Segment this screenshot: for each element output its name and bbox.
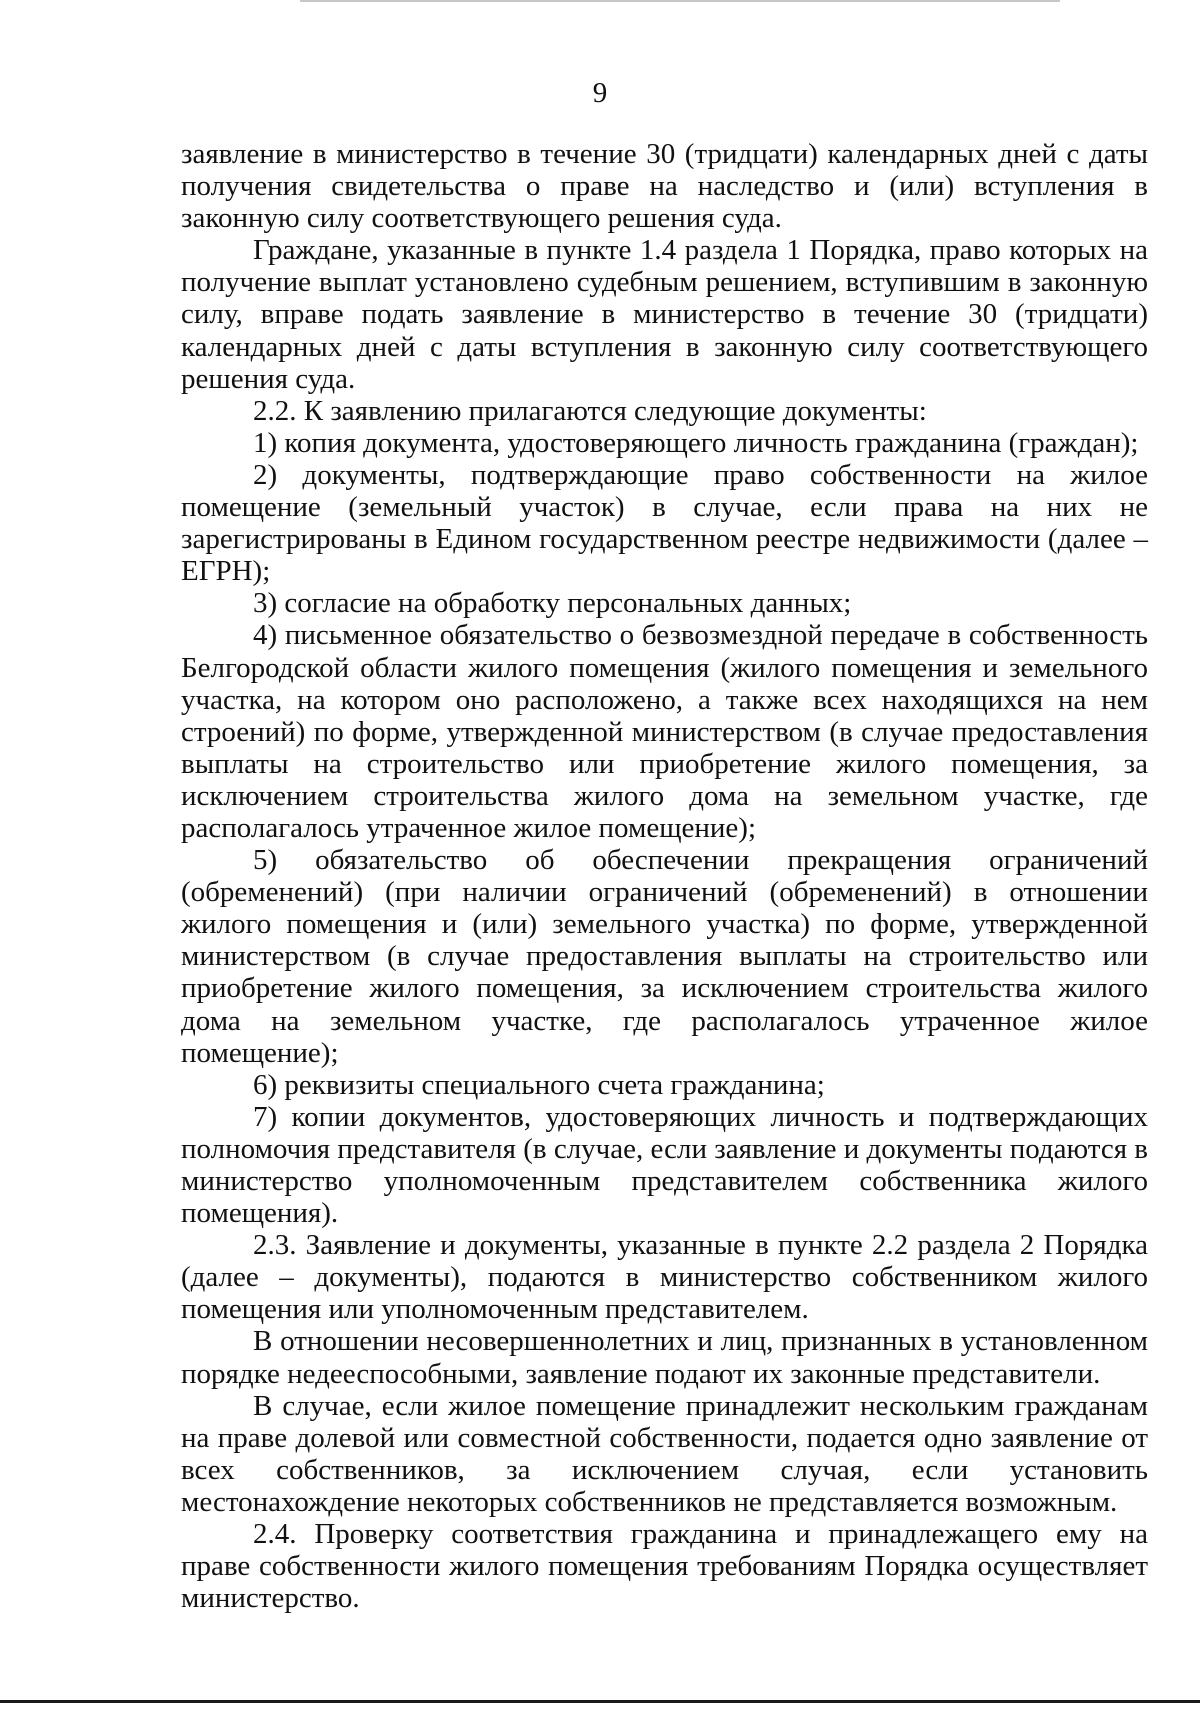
paragraph-13: В случае, если жилое помещение принадлежит нескольким гражданам на праве долевой или совместной собственности, подается одно заявление от всех собственников, за исключением случая, если установить местонахождение некоторых собственников не представляется возможным. (181, 1389, 1148, 1518)
paragraph-3: 2.2. К заявлению прилагаются следующие документы: (253, 394, 927, 427)
paragraph-11: 2.3. Заявление и документы, указанные в пункте 2.2 раздела 2 Порядка (далее – документы), подаются в министерство собственником жилого помещения или уполномоченным представителем. (181, 1229, 1148, 1326)
document-body (181, 138, 1148, 1614)
scan-edge-bottom (0, 1700, 1200, 1703)
paragraph-1: заявление в министерство в течение 30 (тридцати) календарных дней с даты получения свидетельства о праве на наследство и (или) вступления в законную силу соответствующего решения суда. (181, 138, 1148, 235)
paragraph-4: 1) копия документа, удостоверяющего личность гражданина (граждан); (253, 426, 1139, 459)
paragraph-9: 6) реквизиты специального счета гражданина; (253, 1068, 825, 1101)
paragraph-6: 3) согласие на обработку персональных данных; (253, 587, 852, 620)
paragraph-8: 5) обязательство об обеспечении прекращения ограничений (обременений) (при наличии ограничений (обременений) в отношении жилого помещения и (или) земельного участка) по форме, утвержденной министерством (в случае предоставления выплаты на строительство или приобретение жилого помещения, за исключением строительства жилого дома на земельном участке, где располагалось утраченное жилое помещение); (181, 844, 1148, 1069)
page-number: 9 (592, 77, 608, 109)
scan-edge-top (300, 0, 1060, 2)
paragraph-12: В отношении несовершеннолетних и лиц, признанных в установленном порядке недееспособными, заявление подают их законные представители. (181, 1325, 1148, 1390)
paragraph-2: Граждане, указанные в пункте 1.4 раздела 1 Порядка, право которых на получение выплат установлено судебным решением, вступившим в законную силу, вправе подать заявление в министерство в течение 30 (тридцати) календарных дней с даты вступления в законную силу соответствующего решения суда. (181, 234, 1148, 395)
paragraph-14: 2.4. Проверку соответствия гражданина и принадлежащего ему на праве собственности жилого помещения требованиям Порядка осуществляет министерство. (181, 1518, 1148, 1615)
paragraph-5: 2) документы, подтверждающие право собственности на жилое помещение (земельный участок) в случае, если права на них не зарегистрированы в Едином государственном реестре недвижимости (далее – ЕГРН); (181, 458, 1148, 588)
paragraph-7: 4) письменное обязательство о безвозмездной передаче в собственность Белгородской области жилого помещения (жилого помещения и земельного участка, на котором оно расположено, а также всех находящихся на нем строений) по форме, утвержденной министерством (в случае предоставления выплаты на строительство или приобретение жилого помещения, за исключением строительства жилого дома на земельном участке, где располагалось утраченное жилое помещение); (181, 619, 1148, 844)
paragraph-10: 7) копии документов, удостоверяющих личность и подтверждающих полномочия представителя (в случае, если заявление и документы подаются в министерство уполномоченным представителем собственника жилого помещения). (181, 1100, 1148, 1230)
